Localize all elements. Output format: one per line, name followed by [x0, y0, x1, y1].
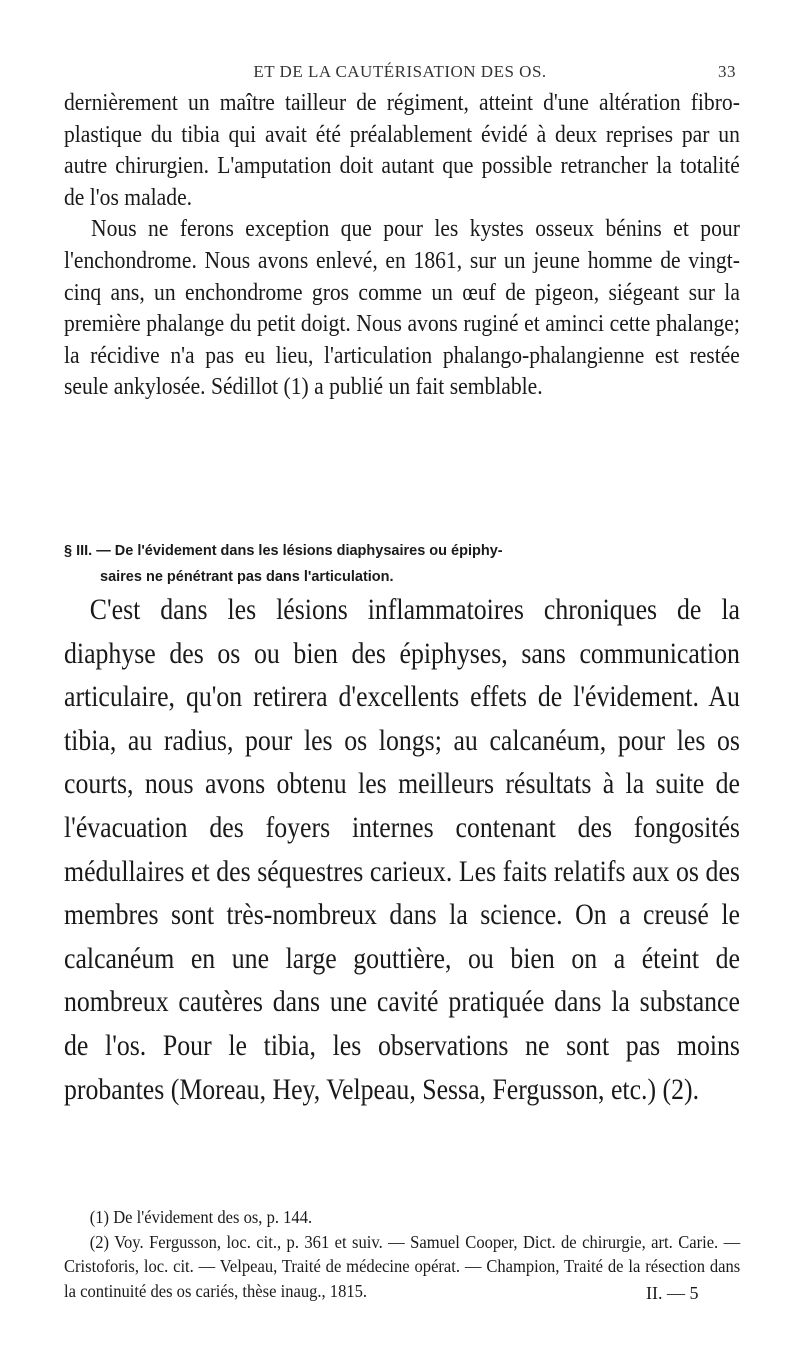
section-heading	[64, 538, 740, 590]
running-header	[64, 62, 736, 84]
paragraph-top	[64, 88, 740, 404]
paragraph-continuation: dernièrement un maître tailleur de régiment, atteint d'une altération fibro-plastique du tibia qui avait été préalablement évidé à deux reprises par un autre chirurgien. L'amputation doit autant que possible retrancher la totalité de l'os malade.	[64, 90, 740, 211]
section-heading-line2: saires ne pénétrant pas dans l'articulation.	[100, 569, 394, 585]
page-number: 33	[718, 62, 736, 81]
footnote-2: (2) Voy. Fergusson, loc. cit., p. 361 et suiv. — Samuel Cooper, Dict. de chirurgie, art. Carie. — Cristoforis, loc. cit. — Velpeau, Traité de médecine opérat. — Champion, Traité de la résection dans la continuité des os cariés, thèse inaug., 1815.	[64, 1231, 741, 1301]
signature-mark: II. — 5	[646, 1283, 699, 1303]
paragraph-kystes: Nous ne ferons exception que pour les kystes osseux bénins et pour l'enchondrome. Nous avons enlevé, en 1861, sur un jeune homme de vingt-cinq ans, un enchondrome gros comme un œuf de pigeon, siégeant sur la première phalange du petit doigt. Nous avons ruginé et aminci cette phalange; la récidive n'a pas eu lieu, l'articulation phalango-phalangienne est restée seule ankylosée. Sédillot (1) a publié un fait semblable.	[64, 216, 740, 401]
paragraph-lesions: C'est dans les lésions inflammatoires chroniques de la diaphyse des os ou bien des épiphyses, sans communication articulaire, qu'on retirera d'excellents effets de l'évidement. Au tibia, au radius, pour les os longs; au calcanéum, pour les os courts, nous avons obtenu les meilleurs résultats à la suite de l'évacuation des foyers internes contenant des fongosités médullaires et des séquestres carieux. Les faits relatifs aux os des membres sont très-nombreux dans la science. On a creusé le calcanéum en une large gouttière, ou bien on a éteint de nombreux cautères dans une cavité pratiquée dans la substance de l'os. Pour le tibia, les observations ne sont pas moins probantes (Moreau, Hey, Velpeau, Sessa, Fergusson, etc.) (2).	[64, 593, 740, 1106]
footnote-1: (1) De l'évidement des os, p. 144.	[89, 1207, 313, 1227]
footnotes	[64, 1205, 740, 1303]
paragraph-main	[64, 588, 740, 1111]
running-title: ET DE LA CAUTÉRISATION DES OS.	[253, 62, 547, 81]
section-heading-line1: § III. — De l'évidement dans les lésions diaphysaires ou épiphy-	[64, 543, 503, 559]
